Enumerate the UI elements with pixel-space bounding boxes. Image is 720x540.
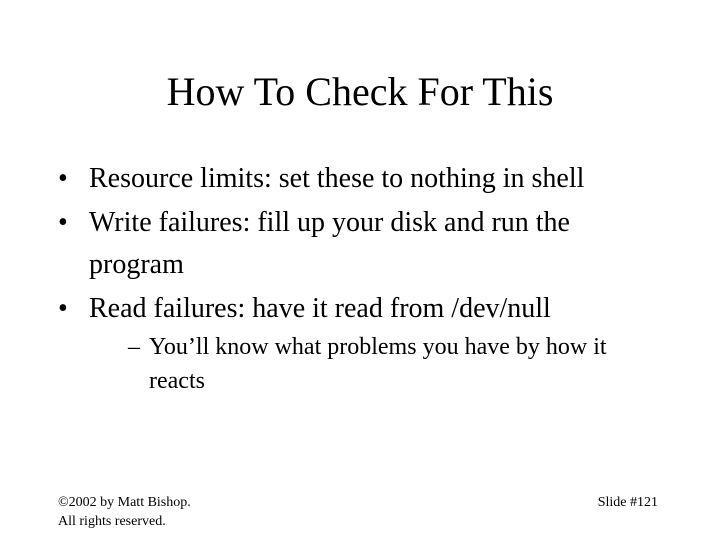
subbullet-list xyxy=(89,330,668,398)
copyright-line-1: ©2002 by Matt Bishop. xyxy=(58,495,191,510)
subbullet-text: You’ll know what problems you have by how it reacts xyxy=(149,334,607,394)
footer-copyright xyxy=(58,493,191,531)
subbullet-marker: – xyxy=(128,334,140,360)
bullet-text: Write failures: fill up your disk and run the program xyxy=(89,207,570,280)
bullet-item xyxy=(58,202,668,286)
bullet-text: Read failures: have it read from /dev/null xyxy=(89,293,551,324)
bullet-marker: • xyxy=(58,163,68,194)
bullet-item xyxy=(58,158,668,200)
bullet-marker: • xyxy=(58,293,68,324)
bullet-list xyxy=(58,158,668,400)
bullet-item xyxy=(58,288,668,398)
bullet-marker: • xyxy=(58,207,68,238)
slide-number: Slide #121 xyxy=(597,495,658,510)
bullet-text: Resource limits: set these to nothing in shell xyxy=(89,163,585,194)
slide-title: How To Check For This xyxy=(166,69,554,114)
copyright-line-2: All rights reserved. xyxy=(58,514,166,529)
subbullet-item xyxy=(89,330,668,398)
